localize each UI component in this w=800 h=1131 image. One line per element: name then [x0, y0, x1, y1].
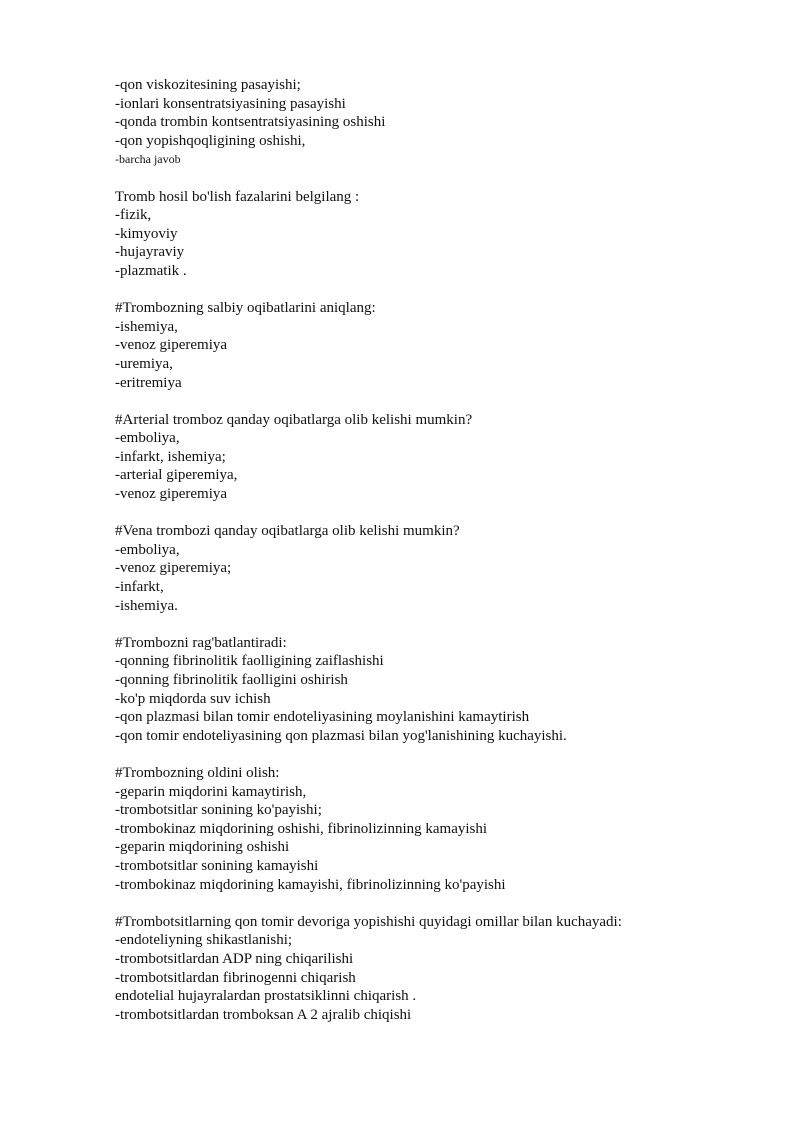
answer-option: -trombotsitlardan tromboksan A 2 ajralib chiqishi [115, 1006, 412, 1023]
question-block [115, 76, 755, 169]
answer-option: -arterial giperemiya, [115, 467, 238, 484]
answer-option: -trombokinaz miqdorining oshishi, fibrinolizinning kamayishi [115, 820, 488, 837]
answer-option: endotelial hujayralardan prostatsiklinni chiqarish . [115, 988, 417, 1005]
answer-option: -venoz giperemiya [115, 337, 228, 354]
answer-option: -trombotsitlardan ADP ning chiqarilishi [115, 950, 354, 967]
answer-option: -qon tomir endoteliyasining qon plazmasi bilan yog'lanishining kuchayishi. [115, 727, 567, 744]
document-page [115, 76, 755, 1024]
answer-option: -venoz giperemiya; [115, 560, 232, 577]
answer-option: -infarkt, [115, 579, 164, 596]
answer-option: -trombokinaz miqdorining kamayishi, fibrinolizinning ko'payishi [115, 876, 506, 893]
question-text: #Trombozning oldini olish: [115, 764, 280, 781]
answer-option: -emboliya, [115, 430, 180, 447]
question-block [115, 169, 755, 281]
answer-option: -trombotsitlar sonining kamayishi [115, 857, 319, 874]
question-block [115, 894, 755, 1024]
block-spacer [115, 281, 755, 300]
answer-option: -trombotsitlar sonining ko'payishi; [115, 802, 322, 819]
answer-option: -ishemiya. [115, 597, 178, 614]
block-spacer [115, 745, 755, 764]
block-spacer [115, 504, 755, 523]
question-block [115, 504, 755, 616]
question-text: #Vena trombozi qanday oqibatlarga olib kelishi mumkin? [115, 523, 460, 540]
question-text: #Trombozning salbiy oqibatlarini aniqlang: [115, 300, 376, 317]
block-spacer [115, 894, 755, 913]
block-spacer [115, 392, 755, 411]
question-block [115, 745, 755, 894]
answer-option: -qon viskozitesining pasayishi; [115, 77, 301, 93]
answer-option: -geparin miqdorini kamaytirish, [115, 783, 307, 800]
question-block [115, 281, 755, 393]
block-spacer [115, 615, 755, 634]
answer-option: -hujayraviy [115, 244, 185, 261]
answer-option: -qonning fibrinolitik faolligini oshirish [115, 672, 348, 688]
answer-option: -ionlari konsentratsiyasining pasayishi [115, 95, 346, 112]
answer-option: -qonning fibrinolitik faolligining zaiflashishi [115, 653, 384, 670]
question-text: #Arterial tromboz qanday oqibatlarga olib kelishi mumkin? [115, 411, 473, 428]
answer-option: -uremiya, [115, 355, 173, 372]
answer-option: -endoteliyning shikastlanishi; [115, 932, 293, 949]
answer-option: -eritremiya [115, 374, 182, 391]
answer-option: -qon yopishqoqligining oshishi, [115, 132, 306, 149]
block-spacer [115, 169, 755, 188]
answer-option: -barcha javob [115, 152, 181, 167]
answer-option: -emboliya, [115, 541, 180, 558]
answer-option: -ko'p miqdorda suv ichish [115, 690, 271, 707]
question-text: Tromb hosil bo'lish fazalarini belgilang : [115, 188, 360, 205]
answer-option: -venoz giperemiya [115, 486, 228, 503]
answer-option: -ishemiya, [115, 318, 178, 335]
question-block [115, 392, 755, 504]
answer-option: -fizik, [115, 207, 152, 224]
answer-option: -trombotsitlardan fibrinogenni chiqarish [115, 969, 356, 986]
question-text: #Trombozni rag'batlantiradi: [115, 634, 287, 651]
answer-option: -qonda trombin kontsentratsiyasining oshishi [115, 114, 386, 131]
answer-option: -qon plazmasi bilan tomir endoteliyasining moylanishini kamaytirish [115, 709, 530, 726]
question-block [115, 615, 755, 745]
answer-option: -geparin miqdorining oshishi [115, 839, 290, 856]
answer-option: -plazmatik . [115, 262, 187, 279]
answer-option: -kimyoviy [115, 225, 178, 242]
answer-option: -infarkt, ishemiya; [115, 448, 226, 465]
question-text: #Trombotsitlarning qon tomir devoriga yopishishi quyidagi omillar bilan kuchayadi: [115, 913, 622, 930]
